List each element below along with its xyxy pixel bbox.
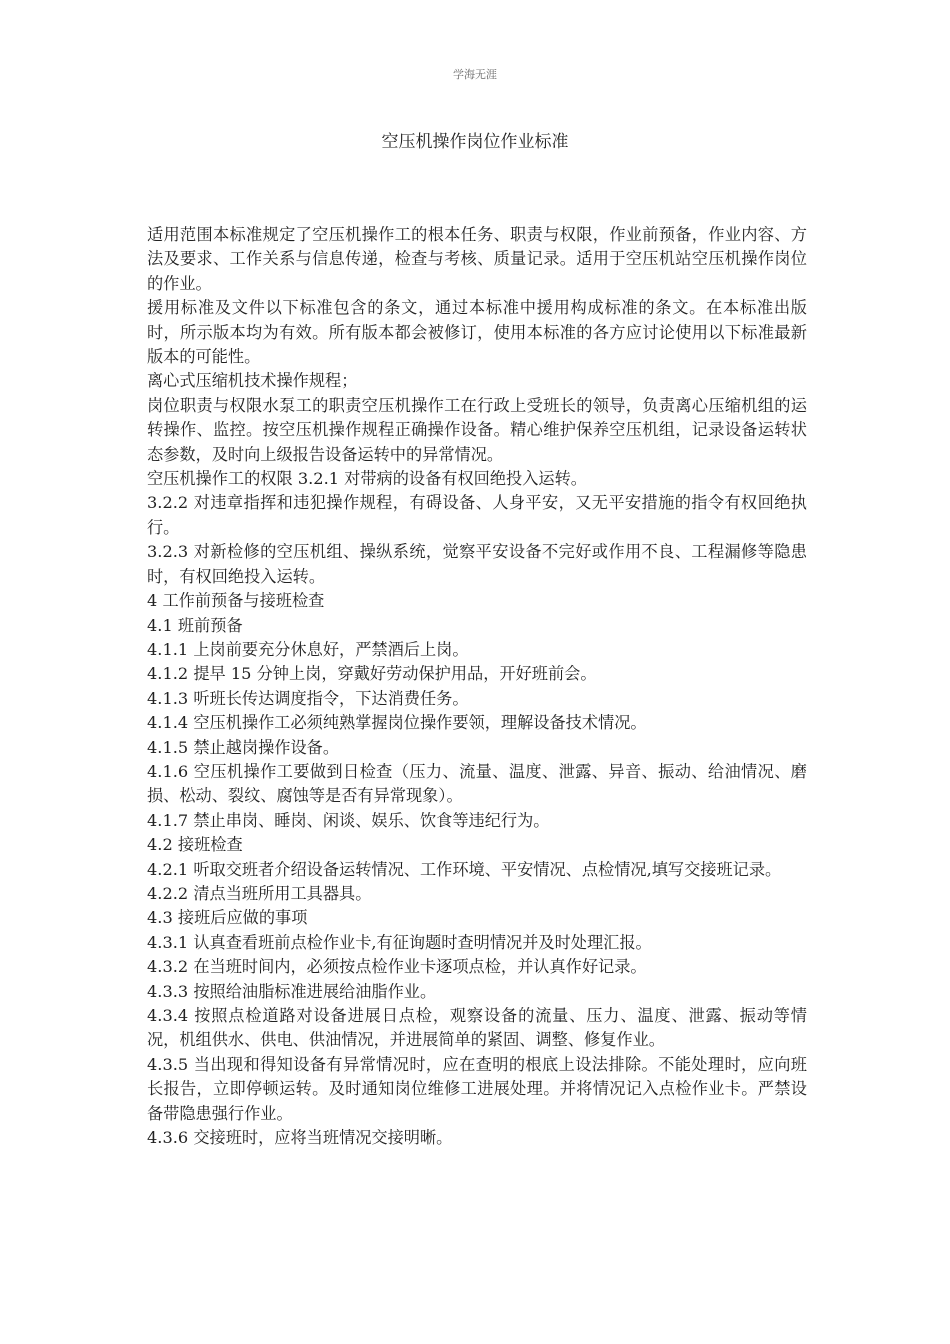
paragraph-4-3-4: 4.3.4 按照点检道路对设备进展日点检，观察设备的流量、压力、温度、泄露、振动等情况，机组供水、供电、供油情况，并进展简单的紧固、调整、修复作业。 bbox=[147, 1006, 807, 1050]
paragraph-4-1-2: 4.1.2 提早 15 分钟上岗，穿戴好劳动保护用品，开好班前会。 bbox=[147, 664, 597, 684]
paragraph-4-1-1: 4.1.1 上岗前要充分休息好，严禁酒后上岗。 bbox=[147, 639, 469, 659]
paragraph-3-2-1: 空压机操作工的权限 3.2.1 对带病的设备有权回绝投入运转。 bbox=[147, 469, 587, 489]
paragraph-4-1-5: 4.1.5 禁止越岗操作设备。 bbox=[147, 737, 340, 757]
paragraph-4-2-1: 4.2.1 听取交班者介绍设备运转情况、工作环境、平安情况、点检情况,填写交接班记录。 bbox=[147, 859, 782, 879]
section-heading-4-1: 4.1 班前预备 bbox=[147, 615, 243, 635]
paragraph-scope: 适用范围本标准规定了空压机操作工的根本任务、职责与权限，作业前预备，作业内容、方法及要求、工作关系与信息传递，检查与考核、质量记录。适用于空压机站空压机操作岗位的作业。 bbox=[147, 225, 807, 293]
section-heading-4-2: 4.2 接班检查 bbox=[147, 835, 243, 855]
paragraph-4-1-4: 4.1.4 空压机操作工必须纯熟掌握岗位操作要领，理解设备技术情况。 bbox=[147, 713, 647, 733]
paragraph-4-3-3: 4.3.3 按照给油脂标准进展给油脂作业。 bbox=[147, 981, 437, 1001]
paragraph-references: 援用标准及文件以下标准包含的条文，通过本标准中援用构成标准的条文。在本标准出版时，所示版本均为有效。所有版本都会被修订，使用本标准的各方应讨论使用以下标准最新版本的可能性。 bbox=[147, 298, 807, 367]
paragraph-4-3-2: 4.3.2 在当班时间内，必须按点检作业卡逐项点检，并认真作好记录。 bbox=[147, 957, 647, 977]
section-heading-4-3: 4.3 接班后应做的事项 bbox=[147, 908, 308, 928]
page-header-note: 学海无涯 bbox=[453, 68, 497, 81]
document-title: 空压机操作岗位作业标准 bbox=[381, 132, 569, 152]
paragraph-4-3-1: 4.3.1 认真查看班前点检作业卡,有征询题时查明情况并及时处理汇报。 bbox=[147, 932, 652, 952]
document-body bbox=[147, 223, 807, 1150]
paragraph-4-1-3: 4.1.3 听班长传达调度指令，下达消费任务。 bbox=[147, 688, 469, 708]
paragraph-4-3-6: 4.3.6 交接班时，应将当班情况交接明晰。 bbox=[147, 1128, 453, 1148]
paragraph-3-2-2: 3.2.2 对违章指挥和违犯操作规程，有碍设备、人身平安，又无平安措施的指令有权回绝执行。 bbox=[147, 493, 807, 537]
paragraph-3-2-3: 3.2.3 对新检修的空压机组、操纵系统，觉察平安设备不完好或作用不良、工程漏修等隐患时，有权回绝投入运转。 bbox=[147, 542, 807, 586]
paragraph-duties: 岗位职责与权限水泵工的职责空压机操作工在行政上受班长的领导，负责离心压缩机组的运转操作、监控。按空压机操作规程正确操作设备。精心维护保养空压机组，记录设备运转状态参数，及时向上级报告设备运转中的异常情况。 bbox=[147, 395, 807, 464]
section-heading-4: 4 工作前预备与接班检查 bbox=[147, 591, 325, 611]
paragraph-reference-item: 离心式压缩机技术操作规程； bbox=[147, 371, 358, 391]
paragraph-4-2-2: 4.2.2 清点当班所用工具器具。 bbox=[147, 883, 372, 903]
paragraph-4-1-6: 4.1.6 空压机操作工要做到日检查（压力、流量、温度、泄露、异音、振动、给油情况、磨损、松动、裂纹、腐蚀等是否有异常现象）。 bbox=[147, 761, 807, 806]
paragraph-4-1-7: 4.1.7 禁止串岗、睡岗、闲谈、娱乐、饮食等违纪行为。 bbox=[147, 810, 550, 830]
paragraph-4-3-5: 4.3.5 当出现和得知设备有异常情况时，应在查明的根底上设法排除。不能处理时，应向班长报告，立即停顿运转。及时通知岗位维修工进展处理。并将情况记入点检作业卡。严禁设备带隐患强行作业。 bbox=[147, 1054, 807, 1123]
